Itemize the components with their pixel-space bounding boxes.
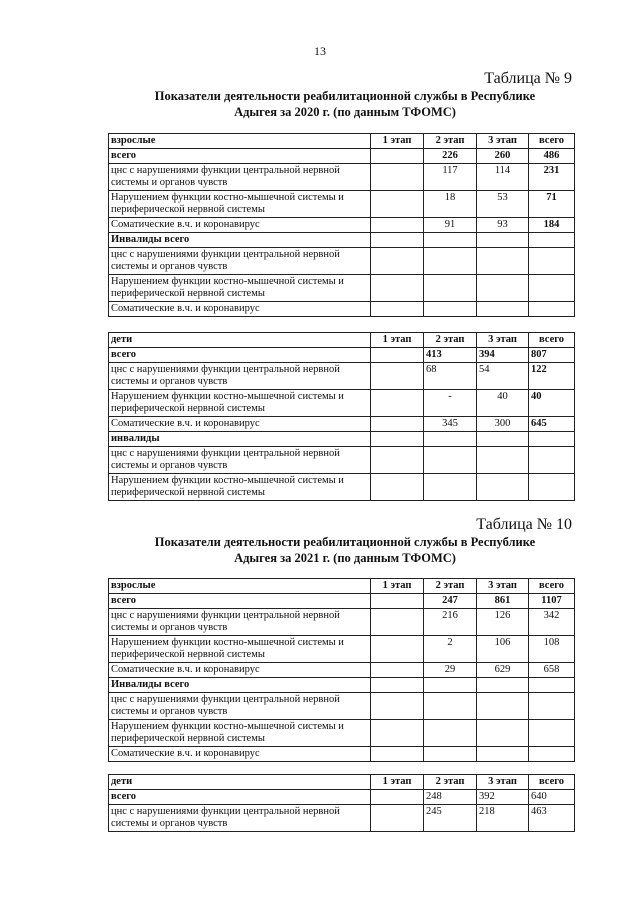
cell (477, 302, 529, 317)
cell (371, 432, 424, 447)
cell: 2 (424, 636, 477, 663)
cell (529, 302, 575, 317)
cell: 1107 (529, 594, 575, 609)
cell: 629 (477, 663, 529, 678)
cell (529, 275, 575, 302)
cell (424, 678, 477, 693)
header-cell: 2 этап (424, 775, 477, 790)
table-row (109, 609, 575, 636)
header-cell: 2 этап (424, 134, 477, 149)
cell: 126 (477, 609, 529, 636)
cell (371, 302, 424, 317)
table-row (109, 474, 575, 501)
table-10-children (108, 774, 575, 832)
cell (424, 275, 477, 302)
cell (371, 609, 424, 636)
cell (371, 390, 424, 417)
table-row (109, 149, 575, 164)
header-cell: 1 этап (371, 134, 424, 149)
cell: 40 (477, 390, 529, 417)
table-row (109, 390, 575, 417)
row-label: цнс с нарушениями функции центральной нервной системы и органов чувств (109, 609, 371, 636)
table-row (109, 363, 575, 390)
header-cell: 3 этап (477, 579, 529, 594)
table-row (109, 790, 575, 805)
cell (529, 248, 575, 275)
cell: 413 (424, 348, 477, 363)
table-9-title-line1: Показатели деятельности реабилитационной службы в Республике (154, 89, 536, 103)
cell: 486 (529, 149, 575, 164)
cell (477, 678, 529, 693)
cell (424, 432, 477, 447)
cell (424, 474, 477, 501)
table-row (109, 747, 575, 762)
cell (371, 233, 424, 248)
header-cell: взрослые (109, 134, 371, 149)
cell (424, 747, 477, 762)
table-10-title-line1: Показатели деятельности реабилитационной службы в Республике (154, 535, 536, 549)
table-9-label: Таблица № 9 (484, 70, 572, 87)
row-label: Инвалиды всего (109, 678, 371, 693)
table-row (109, 191, 575, 218)
header-cell: всего (529, 333, 575, 348)
cell (529, 432, 575, 447)
header-cell: 3 этап (477, 333, 529, 348)
cell (424, 248, 477, 275)
cell: 40 (529, 390, 575, 417)
table-row (109, 663, 575, 678)
row-label: Соматические в.ч. и коронавирус (109, 218, 371, 233)
table-row (109, 248, 575, 275)
cell: 91 (424, 218, 477, 233)
cell: 93 (477, 218, 529, 233)
row-label: всего (109, 594, 371, 609)
cell (424, 447, 477, 474)
header-cell: взрослые (109, 579, 371, 594)
cell (371, 693, 424, 720)
cell (371, 164, 424, 191)
cell (477, 432, 529, 447)
header-cell: 1 этап (371, 775, 424, 790)
row-label: Нарушением функции костно-мышечной системы и периферической нервной системы (109, 474, 371, 501)
row-label: инвалиды (109, 432, 371, 447)
cell: 300 (477, 417, 529, 432)
table-row (109, 348, 575, 363)
header-cell: дети (109, 333, 371, 348)
table-header-row (109, 333, 575, 348)
cell: 248 (424, 790, 477, 805)
row-label: цнс с нарушениями функции центральной нервной системы и органов чувств (109, 363, 371, 390)
cell (529, 693, 575, 720)
cell: 658 (529, 663, 575, 678)
header-cell: всего (529, 579, 575, 594)
table-row (109, 233, 575, 248)
table-header-row (109, 775, 575, 790)
cell: 122 (529, 363, 575, 390)
cell (529, 447, 575, 474)
cell (424, 693, 477, 720)
row-label: Соматические в.ч. и коронавирус (109, 747, 371, 762)
cell: 345 (424, 417, 477, 432)
cell: 54 (477, 363, 529, 390)
cell (529, 720, 575, 747)
cell: 226 (424, 149, 477, 164)
cell (371, 447, 424, 474)
table-header-row (109, 579, 575, 594)
cell (371, 678, 424, 693)
cell (477, 248, 529, 275)
header-cell: 2 этап (424, 333, 477, 348)
table-row (109, 275, 575, 302)
cell (529, 747, 575, 762)
cell (371, 363, 424, 390)
cell: 463 (529, 805, 575, 832)
table-row (109, 636, 575, 663)
cell: 247 (424, 594, 477, 609)
cell (529, 474, 575, 501)
table-row (109, 805, 575, 832)
cell (477, 447, 529, 474)
row-label: Нарушением функции костно-мышечной системы и периферической нервной системы (109, 636, 371, 663)
table-row (109, 218, 575, 233)
cell (371, 663, 424, 678)
cell: 117 (424, 164, 477, 191)
cell (371, 720, 424, 747)
table-9-title-line2: Адыгея за 2020 г. (по данным ТФОМС) (234, 105, 456, 119)
page-number: 13 (314, 44, 326, 58)
cell: 18 (424, 191, 477, 218)
cell: 245 (424, 805, 477, 832)
cell (477, 693, 529, 720)
row-label: всего (109, 348, 371, 363)
cell: - (424, 390, 477, 417)
row-label: Нарушением функции костно-мышечной системы и периферической нервной системы (109, 191, 371, 218)
row-label: Нарушением функции костно-мышечной системы и периферической нервной системы (109, 390, 371, 417)
cell (477, 720, 529, 747)
table-row (109, 693, 575, 720)
cell (371, 191, 424, 218)
table-10-adults (108, 578, 575, 762)
row-label: Инвалиды всего (109, 233, 371, 248)
table-row (109, 678, 575, 693)
cell: 392 (477, 790, 529, 805)
cell: 184 (529, 218, 575, 233)
cell: 640 (529, 790, 575, 805)
table-header-row (109, 134, 575, 149)
row-label: всего (109, 149, 371, 164)
table-row (109, 302, 575, 317)
header-cell: дети (109, 775, 371, 790)
cell (424, 233, 477, 248)
cell (477, 474, 529, 501)
cell (371, 636, 424, 663)
header-cell: всего (529, 134, 575, 149)
cell: 342 (529, 609, 575, 636)
cell (371, 275, 424, 302)
table-9-children (108, 332, 575, 501)
cell: 216 (424, 609, 477, 636)
cell: 260 (477, 149, 529, 164)
cell (371, 474, 424, 501)
table-10-title-line2: Адыгея за 2021 г. (по данным ТФОМС) (234, 551, 456, 565)
row-label: Нарушением функции костно-мышечной системы и периферической нервной системы (109, 275, 371, 302)
cell (371, 218, 424, 233)
cell (371, 790, 424, 805)
row-label: цнс с нарушениями функции центральной нервной системы и органов чувств (109, 248, 371, 275)
cell: 807 (529, 348, 575, 363)
cell (424, 302, 477, 317)
header-cell: 2 этап (424, 579, 477, 594)
header-cell: 3 этап (477, 134, 529, 149)
row-label: Соматические в.ч. и коронавирус (109, 417, 371, 432)
table-10-label: Таблица № 10 (476, 516, 572, 533)
row-label: Нарушением функции костно-мышечной системы и периферической нервной системы (109, 720, 371, 747)
cell (371, 805, 424, 832)
cell: 218 (477, 805, 529, 832)
cell (477, 275, 529, 302)
table-9-adults (108, 133, 575, 317)
table-9-caption (110, 88, 580, 120)
table-row (109, 164, 575, 191)
table-row (109, 594, 575, 609)
cell (371, 417, 424, 432)
cell: 106 (477, 636, 529, 663)
cell: 114 (477, 164, 529, 191)
cell: 394 (477, 348, 529, 363)
row-label: цнс с нарушениями функции центральной нервной системы и органов чувств (109, 447, 371, 474)
cell (424, 720, 477, 747)
table-10-caption (110, 534, 580, 566)
cell (477, 747, 529, 762)
table-row (109, 447, 575, 474)
cell: 29 (424, 663, 477, 678)
header-cell: всего (529, 775, 575, 790)
cell (529, 233, 575, 248)
table-row (109, 432, 575, 447)
cell (371, 747, 424, 762)
cell (371, 594, 424, 609)
cell: 71 (529, 191, 575, 218)
cell (371, 248, 424, 275)
row-label: Соматические в.ч. и коронавирус (109, 302, 371, 317)
cell: 231 (529, 164, 575, 191)
row-label: цнс с нарушениями функции центральной нервной системы и органов чувств (109, 164, 371, 191)
row-label: цнс с нарушениями функции центральной нервной системы и органов чувств (109, 805, 371, 832)
cell (371, 149, 424, 164)
cell: 53 (477, 191, 529, 218)
table-row (109, 417, 575, 432)
header-cell: 3 этап (477, 775, 529, 790)
header-cell: 1 этап (371, 579, 424, 594)
cell: 108 (529, 636, 575, 663)
cell: 645 (529, 417, 575, 432)
cell: 68 (424, 363, 477, 390)
row-label: цнс с нарушениями функции центральной нервной системы и органов чувств (109, 693, 371, 720)
cell (477, 233, 529, 248)
cell: 861 (477, 594, 529, 609)
table-row (109, 720, 575, 747)
row-label: всего (109, 790, 371, 805)
row-label: Соматические в.ч. и коронавирус (109, 663, 371, 678)
header-cell: 1 этап (371, 333, 424, 348)
cell (371, 348, 424, 363)
cell (529, 678, 575, 693)
